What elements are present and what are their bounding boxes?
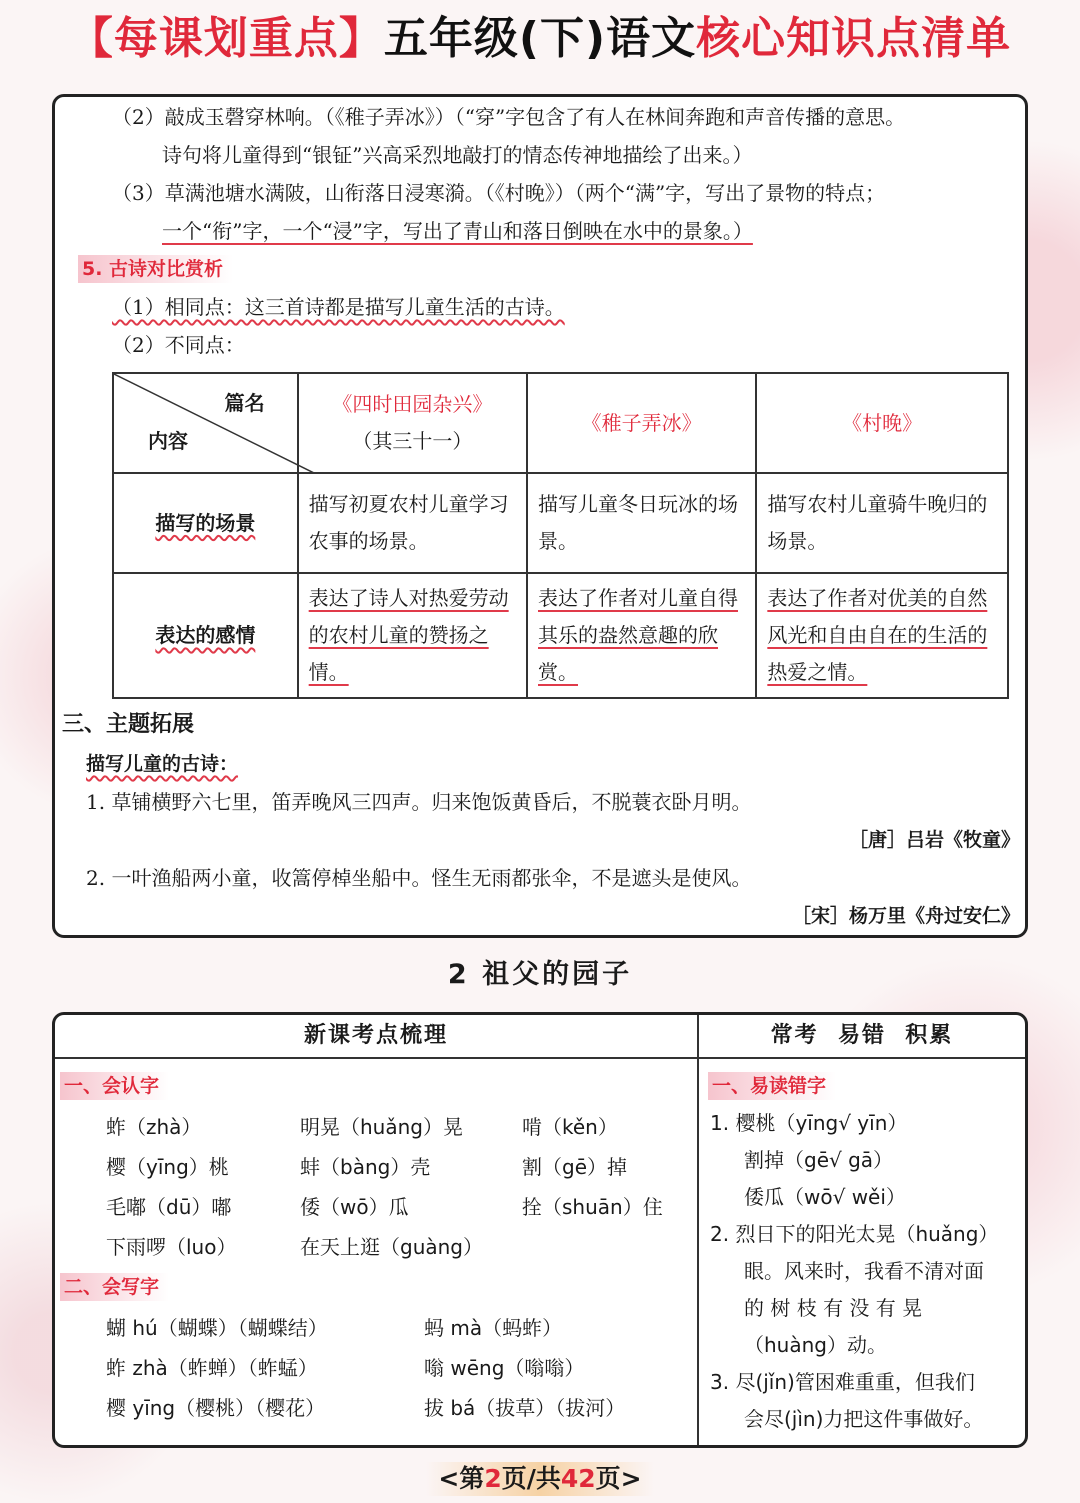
col-header-3: 《村晚》 — [756, 373, 1008, 473]
recog-r1-c2: 明晃（huǎng）晃 — [300, 1115, 463, 1139]
emotion-cell-1: 表达了诗人对热爱劳动的农村儿童的赞扬之情。 — [298, 573, 527, 698]
current-page: 2 — [484, 1464, 502, 1493]
scene-cell-2: 描写儿童冬日玩冰的场景。 — [527, 473, 756, 573]
theme-subtitle: 描写儿童的古诗： — [86, 753, 239, 775]
left-header: 新课考点梳理 — [303, 1023, 448, 1048]
write-r1-c2: 蚂 mà（蚂蚱） — [424, 1316, 563, 1340]
table-corner — [113, 373, 298, 473]
recog-r3-c2: 倭（wō）瓜 — [300, 1195, 409, 1219]
same-point: （1）相同点：这三首诗都是描写儿童生活的古诗。 — [112, 295, 565, 319]
misread-line-2: 割掉（gē√ gā） — [744, 1148, 894, 1172]
total-pages: 42 — [560, 1464, 596, 1493]
poem-2-source: ［宋］杨万里《舟过安仁》 — [791, 905, 1020, 927]
poem-note-3-line1: （3）草满池塘水满陂，山衔落日浸寒漪。（《村晚》）（两个“满”字，写出了景物的特点； — [112, 181, 886, 205]
page-title — [0, 6, 1080, 72]
write-r3-c1: 樱 yīng（樱桃）（樱花） — [106, 1396, 326, 1420]
right-header: 常考 易错 积累 — [770, 1023, 954, 1048]
poem-1: 1. 草铺横野六七里，笛弄晚风三四声。归来饱饭黄昏后，不脱蓑衣卧月明。 — [86, 790, 752, 814]
section-theme: 三、主题拓展 — [62, 712, 195, 737]
recog-r1-c3: 啃（kěn） — [522, 1115, 618, 1139]
title-part-1: 【每课划重点】 — [68, 13, 384, 64]
col-header-2: 《稚子弄冰》 — [527, 373, 756, 473]
misread-line-9: 会尽(jìn)力把这件事做好。 — [744, 1407, 984, 1431]
recog-r4-c1: 下雨啰（luo） — [106, 1235, 237, 1259]
poem-1-source: ［唐］吕岩《牧童》 — [848, 829, 1020, 851]
misread-line-8: 3. 尽(jǐn)管困难重重，但我们 — [710, 1370, 975, 1394]
recog-r3-c3: 拴（shuān）住 — [522, 1195, 663, 1219]
section-write-chars: 二、会写字 — [60, 1273, 169, 1301]
misread-line-7: （huàng）动。 — [744, 1333, 887, 1357]
diff-point: （2）不同点： — [112, 333, 245, 357]
poem-note-2-line1: （2）敲成玉磬穿林响。（《稚子弄冰》）（“穿”字包含了有人在林间奔跑和声音传播的意思。 — [112, 105, 906, 129]
chapter-title: 2 祖父的园子 — [447, 959, 633, 990]
row-label-scene: 描写的场景 — [113, 473, 298, 573]
poem-note-3-line2: 一个“衔”字，一个“浸”字，写出了青山和落日倒映在水中的景象。） — [162, 219, 753, 243]
corner-diagonal — [114, 374, 316, 474]
bottom-column-divider — [697, 1015, 699, 1445]
write-r1-c1: 蝴 hú（蝴蝶）（蝴蝶结） — [106, 1316, 328, 1340]
comparison-table — [112, 372, 1009, 699]
section-recognize-chars: 一、会认字 — [60, 1072, 169, 1100]
recog-r4-c2: 在天上逛（guàng） — [300, 1235, 483, 1259]
row-label-emotion: 表达的感情 — [113, 573, 298, 698]
recog-r2-c1: 樱（yīng）桃 — [106, 1155, 229, 1179]
recog-r3-c1: 毛嘟（dū）嘟 — [106, 1195, 232, 1219]
corner-bottom-label: 内容 — [148, 429, 188, 453]
corner-top-label: 篇名 — [224, 391, 265, 415]
poem-2: 2. 一叶渔船两小童，收篙停棹坐船中。怪生无雨都张伞，不是遮头是使风。 — [86, 866, 752, 890]
section-misread-chars: 一、易读错字 — [708, 1072, 836, 1100]
write-r3-c2: 拔 bá（拔草）（拔河） — [424, 1396, 626, 1420]
recog-r2-c3: 割（gē）掉 — [522, 1155, 627, 1179]
poem-note-2-line2: 诗句将儿童得到“银钲”兴高采烈地敲打的情态传神地描绘了出来。） — [162, 143, 753, 167]
emotion-cell-3: 表达了作者对优美的自然风光和自由自在的生活的热爱之情。 — [756, 573, 1008, 698]
page-indicator: <第2页/共42页> — [0, 1462, 1080, 1496]
recog-r1-c1: 蚱（zhà） — [106, 1115, 202, 1139]
scene-cell-3: 描写农村儿童骑牛晚归的场景。 — [756, 473, 1008, 573]
misread-line-5: 眼。风来时，我看不清对面 — [744, 1259, 984, 1283]
misread-line-1: 1. 樱桃（yīng√ yīn） — [710, 1111, 908, 1135]
title-part-3: 核心知识点清单 — [696, 13, 1012, 64]
recog-r2-c2: 蚌（bàng）壳 — [300, 1155, 431, 1179]
emotion-cell-2: 表达了作者对儿童自得其乐的盎然意趣的欣赏。 — [527, 573, 756, 698]
section-poem-comparison: 5. 古诗对比赏析 — [78, 255, 233, 283]
misread-line-6: 的 树 枝 有 没 有 晃 — [744, 1296, 923, 1320]
scene-cell-1: 描写初夏农村儿童学习农事的场景。 — [298, 473, 527, 573]
write-r2-c2: 嗡 wēng（嗡嗡） — [424, 1356, 585, 1380]
misread-line-4: 2. 烈日下的阳光太晃（huǎng） — [710, 1222, 999, 1246]
title-part-2: 五年级(下)语文 — [383, 13, 697, 64]
misread-line-3: 倭瓜（wō√ wěi） — [744, 1185, 906, 1209]
col-header-1: 《四时田园杂兴》 （其三十一） — [298, 373, 527, 473]
write-r2-c1: 蚱 zhà（蚱蝉）（蚱蜢） — [106, 1356, 318, 1380]
